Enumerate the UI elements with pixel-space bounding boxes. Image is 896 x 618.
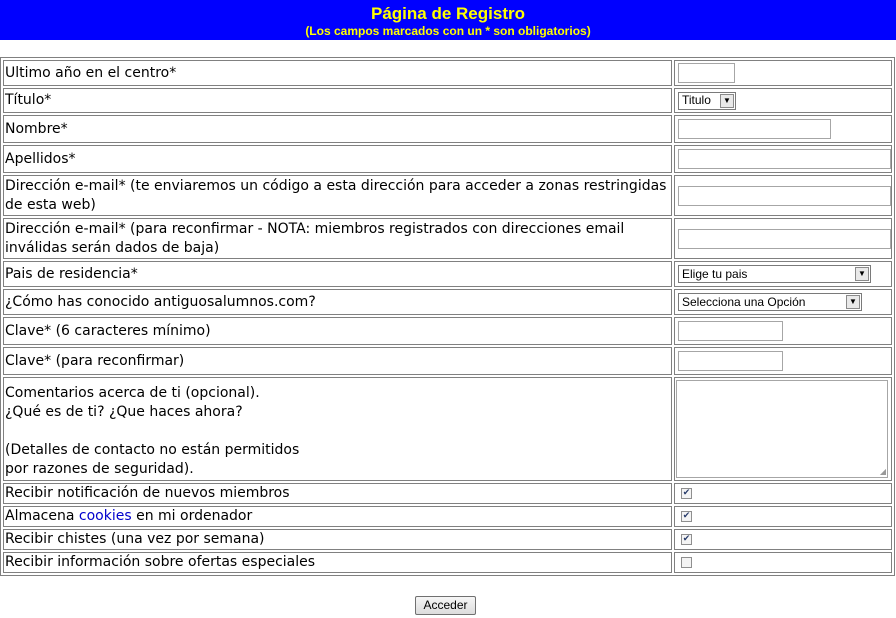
title-select[interactable] bbox=[678, 92, 736, 110]
password-input[interactable] bbox=[678, 321, 783, 341]
chevron-down-icon: ▼ bbox=[846, 295, 860, 309]
year-input[interactable] bbox=[678, 63, 735, 83]
offers-checkbox[interactable] bbox=[681, 557, 692, 568]
source-select[interactable] bbox=[678, 293, 862, 311]
comments-line-3: (Detalles de contacto no están permitidos bbox=[5, 442, 300, 458]
cookies-label bbox=[3, 506, 672, 527]
email-confirm-input[interactable] bbox=[678, 229, 891, 249]
page-title: Página de Registro bbox=[371, 4, 525, 23]
source-label: ¿Cómo has conocido antiguosalumnos.com? bbox=[3, 289, 672, 315]
comments-line-1: Comentarios acerca de ti (opcional). bbox=[5, 385, 260, 401]
notify-checkbox[interactable] bbox=[681, 488, 692, 499]
cookies-link[interactable]: cookies bbox=[78, 508, 132, 524]
cookies-suffix: en mi ordenador bbox=[131, 508, 253, 524]
page-subtitle: (Los campos marcados con un * son obligatorios) bbox=[305, 24, 591, 38]
title-select-value: Titulo bbox=[682, 93, 711, 107]
email-input[interactable] bbox=[678, 186, 891, 206]
jokes-label: Recibir chistes (una vez por semana) bbox=[3, 529, 672, 550]
checkmark-icon: ✔ bbox=[682, 511, 691, 521]
email-label: Dirección e-mail* (te enviaremos un código a esta dirección para acceder a zonas restringidas de esta web) bbox=[3, 175, 672, 216]
page-header bbox=[0, 0, 896, 40]
country-select[interactable] bbox=[678, 265, 871, 283]
comments-line-2: ¿Qué es de ti? ¿Que haces ahora? bbox=[5, 404, 243, 420]
chevron-down-icon: ▼ bbox=[720, 94, 734, 108]
submit-button[interactable]: Acceder bbox=[415, 596, 476, 615]
offers-label: Recibir información sobre ofertas especiales bbox=[3, 552, 672, 573]
jokes-checkbox[interactable] bbox=[681, 534, 692, 545]
year-label: Ultimo año en el centro* bbox=[3, 60, 672, 86]
source-select-value: Selecciona una Opción bbox=[682, 294, 806, 309]
comments-label bbox=[3, 377, 672, 481]
country-select-value: Elige tu pais bbox=[682, 266, 748, 281]
comments-line-4: por razones de seguridad). bbox=[5, 461, 194, 477]
name-input[interactable] bbox=[678, 119, 831, 139]
comments-textarea[interactable] bbox=[676, 380, 888, 478]
chevron-down-icon: ▼ bbox=[855, 267, 869, 281]
password-confirm-label: Clave* (para reconfirmar) bbox=[3, 347, 672, 375]
surname-label: Apellidos* bbox=[3, 145, 672, 173]
password-confirm-input[interactable] bbox=[678, 351, 783, 371]
resize-grip-icon[interactable]: ◢ bbox=[879, 467, 886, 476]
title-label: Título* bbox=[3, 88, 672, 113]
checkmark-icon: ✔ bbox=[682, 534, 691, 544]
password-label: Clave* (6 caracteres mínimo) bbox=[3, 317, 672, 345]
notify-label: Recibir notificación de nuevos miembros bbox=[3, 483, 672, 504]
checkmark-icon: ✔ bbox=[682, 488, 691, 498]
surname-input[interactable] bbox=[678, 149, 891, 169]
email-confirm-label: Dirección e-mail* (para reconfirmar - NOTA: miembros registrados con direcciones email inválidas serán dados de baja) bbox=[3, 218, 672, 259]
country-label: Pais de residencia* bbox=[3, 261, 672, 287]
cookies-checkbox[interactable] bbox=[681, 511, 692, 522]
name-label: Nombre* bbox=[3, 115, 672, 143]
cookies-prefix: Almacena bbox=[5, 508, 79, 524]
registration-form bbox=[0, 57, 895, 576]
